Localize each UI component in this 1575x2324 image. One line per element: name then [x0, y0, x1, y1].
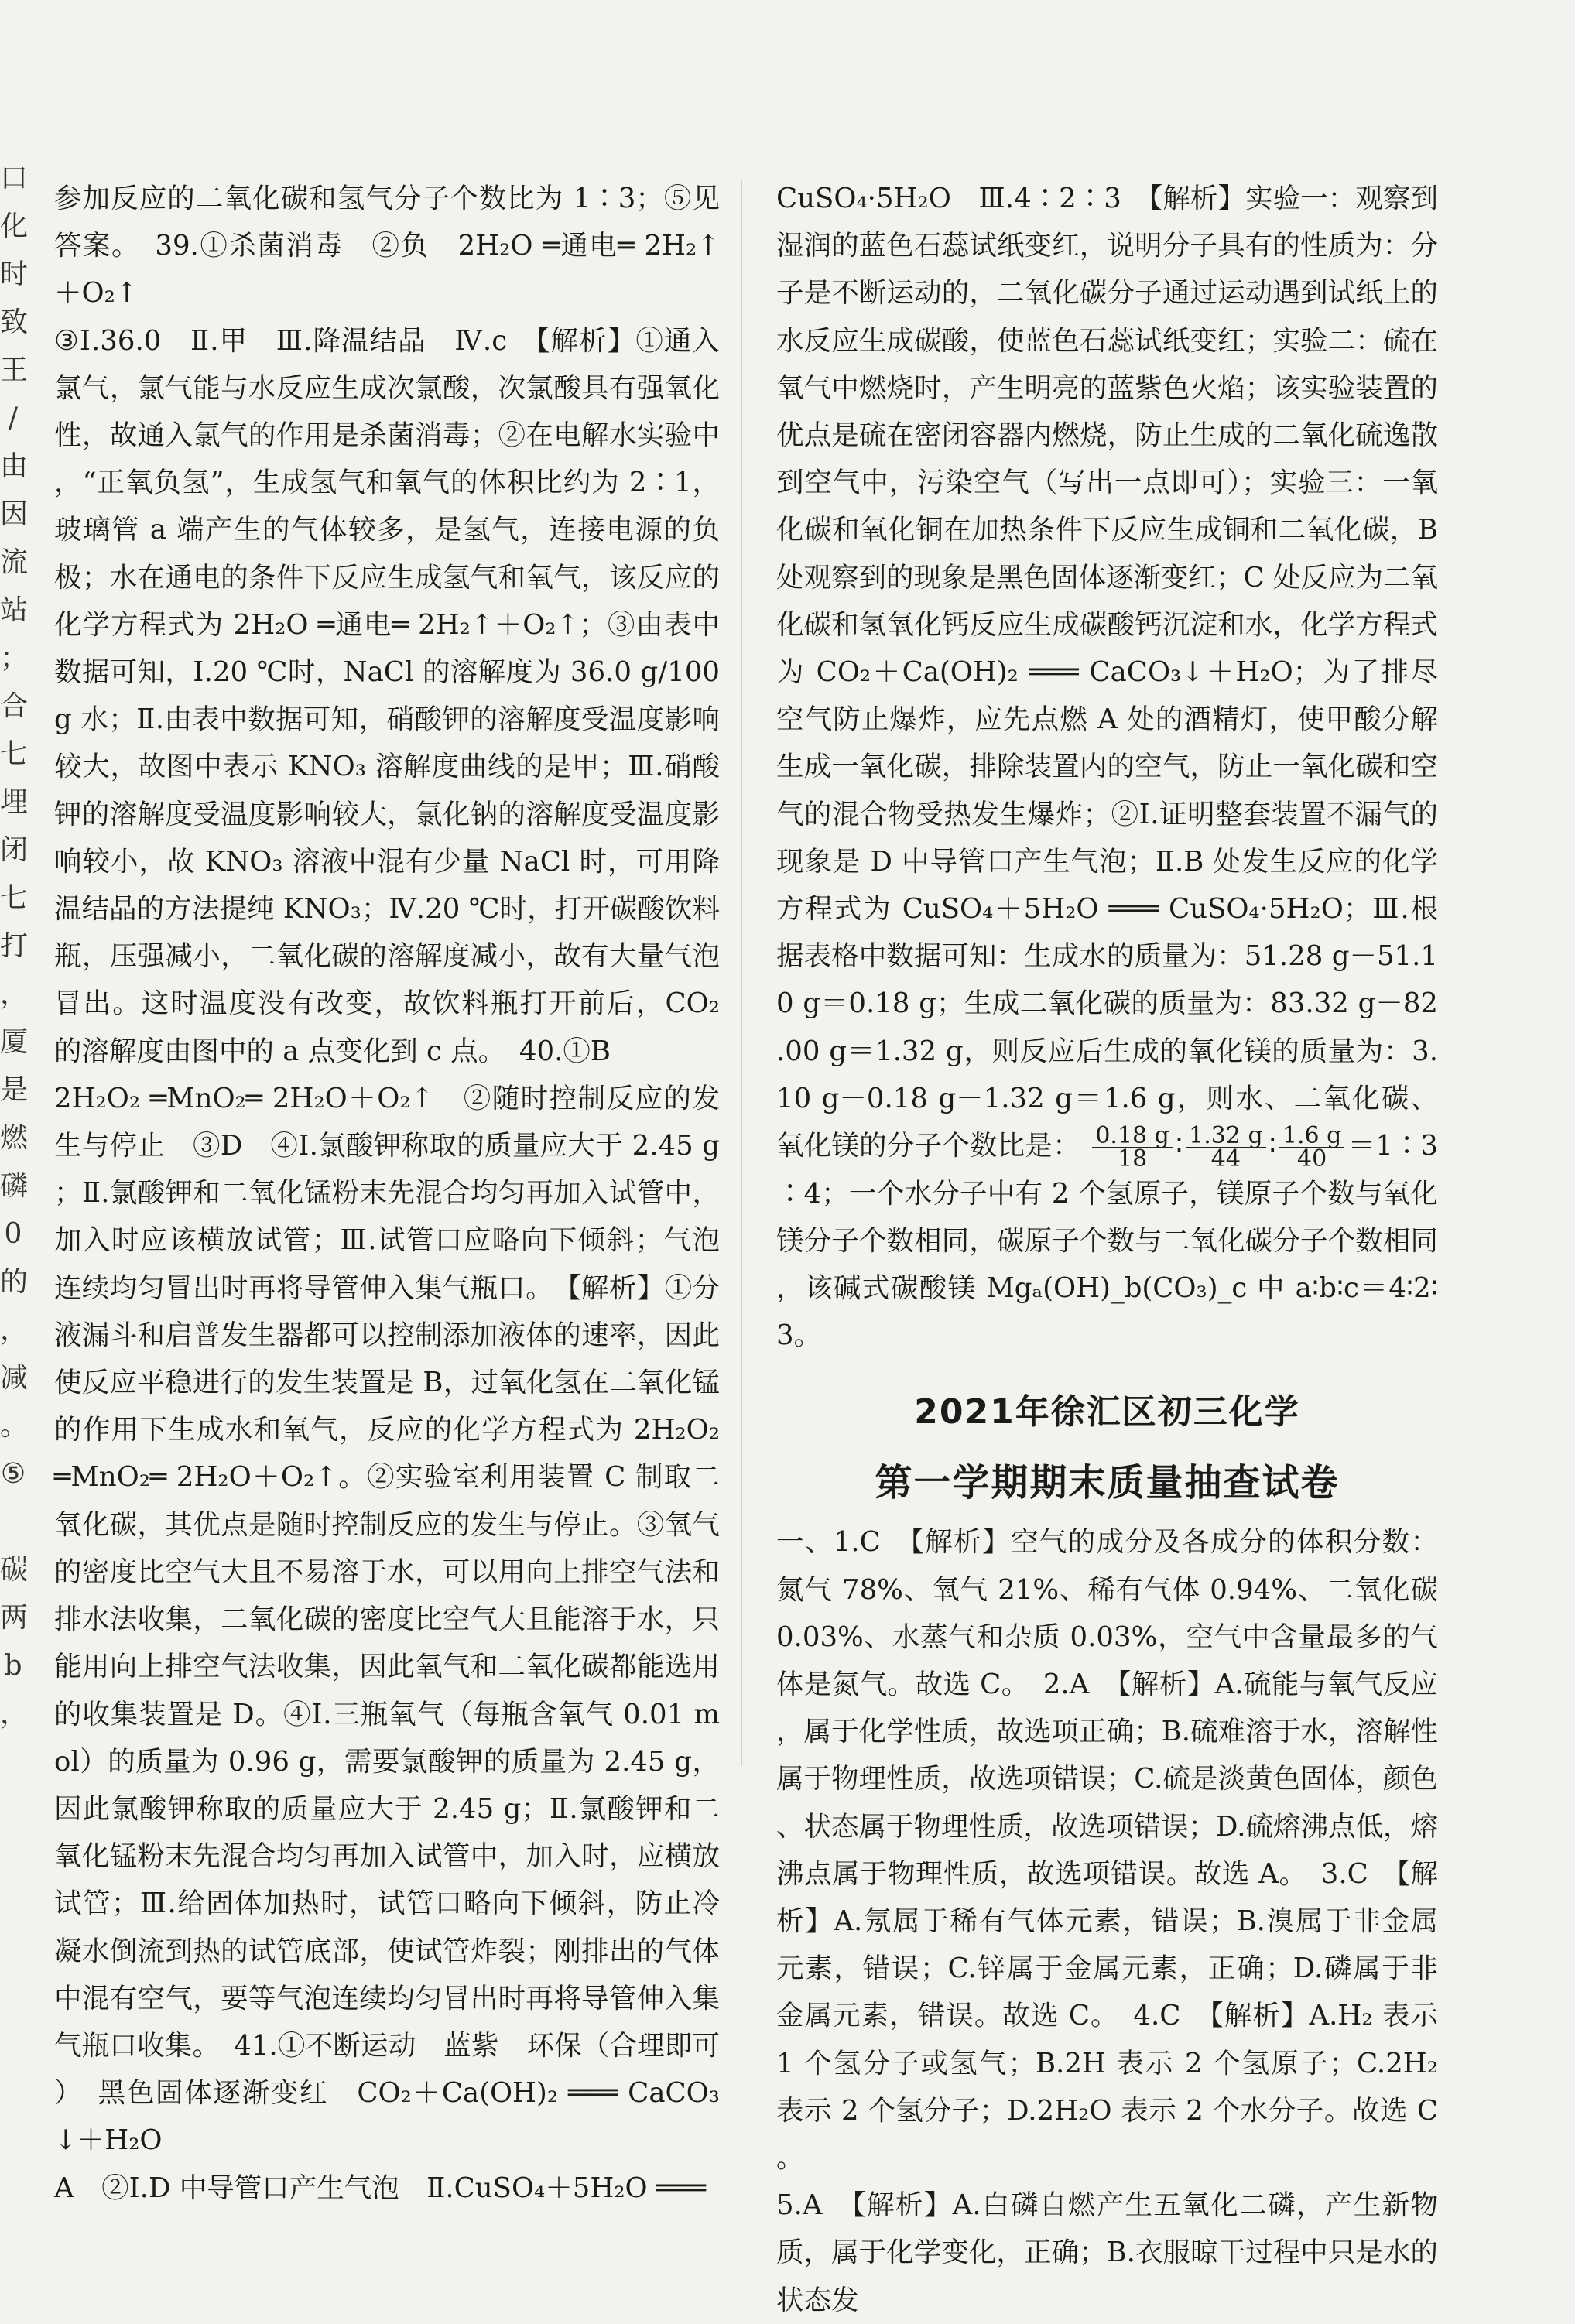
edge-char: 七 — [0, 738, 29, 770]
edge-char: 闭 — [0, 834, 29, 866]
edge-char: 。 — [0, 1410, 29, 1442]
edge-char: 王 — [0, 354, 29, 386]
left-paragraph-3: 2H₂O₂ ═MnO₂═ 2H₂O＋O₂↑ ②随时控制反应的发生与停止 ③D ④Ⅰ.氯酸钾称取的质量应大于 2.45 g；Ⅱ.氯酸钾和二氧化锰粉末先混合均匀再加入试管中，加入时应该横放试管；Ⅲ.试管口应略向下倾斜；气泡连续均匀冒出时再将导管伸入集气瓶口。 【解析】①分液漏斗和启普发生器都可以控制添加液体的速率，因此使反应平稳进行的发生装置是 B，过氧化氢在二氧化锰的作用下生成水和氧气，反应的化学方程式为 2H₂O₂ ═MnO₂═ 2H₂O＋O₂↑。②实验室利用装置 C 制取二氧化碳，其优点是随时控制反应的发生与停止。③氧气的密度比空气大且不易溶于水，可以用向上排空气法和排水法收集，二氧化碳的密度比空气大且能溶于水，只能用向上排空气法收集，因此氧气和二氧化碳都能选用的收集装置是 D。④Ⅰ.三瓶氧气（每瓶含氧气 0.01 mol）的质量为 0.96 g，需要氯酸钾的质量为 2.45 g，因此氯酸钾称取的质量应大于 2.45 g；Ⅱ.氯酸钾和二氧化锰粉末先混合均匀再加入试管中，加入时，应横放试管；Ⅲ.给固体加热时，试管口略向下倾斜，防止冷凝水倒流到热的试管底部，使试管炸裂；刚排出的气体中混有空气，要等气泡连续均匀冒出时再将导管伸入集气瓶口收集。 41.①不断运动 蓝紫 环保（合理即可） 黑色固体逐渐变红 CO₂＋Ca(OH)₂ ═══ CaCO₃↓＋H₂O — [54, 1082, 720, 2157]
edge-char: 埋 — [0, 786, 29, 818]
exam-title-line-2: 第一学期期末质量抽查试卷 — [875, 1461, 1340, 1505]
edge-char: ， — [0, 1698, 29, 1730]
edge-char: 磷 — [0, 1170, 29, 1202]
edge-char: 致 — [0, 306, 29, 338]
edge-char — [0, 1498, 26, 1546]
edge-char: ； — [0, 642, 29, 674]
edge-char: 由 — [0, 450, 29, 482]
edge-char: 化 — [0, 210, 29, 242]
edge-char: b — [4, 1650, 22, 1682]
edge-char: 七 — [0, 882, 29, 914]
right-text-column — [776, 175, 1438, 2324]
edge-char: 0 — [4, 1218, 22, 1250]
edge-char: 是 — [0, 1074, 29, 1106]
fraction-magnesium-oxide: $\frac{1.6 g}{40}$ — [1279, 1125, 1344, 1170]
right-paragraph-1-tail: ＝1∶3∶4；一个水分子中有 2 个氢原子，镁原子个数与氧化镁分子个数相同，碳原子个数与二氧化碳分子个数相同，该碱式碳酸镁 Mgₐ(OH)_b(CO₃)_c 中 a∶b∶c＝4∶2∶3。 — [776, 1130, 1438, 1352]
left-paragraph-1: 参加反应的二氧化碳和氢气分子个数比为 1∶3；⑤见答案。 39.①杀菌消毒 ②负 2H₂O ═通电═ 2H₂↑＋O₂↑ — [54, 183, 720, 310]
right-paragraph-3: 5.A 【解析】A.白磷自燃产生五氧化二磷，产生新物质，属于化学变化，正确；B.衣服晾干过程中只是水的状态发 — [776, 2189, 1438, 2316]
edge-char: 燃 — [0, 1122, 29, 1154]
edge-char: 打 — [0, 930, 29, 962]
edge-char: 因 — [0, 498, 29, 530]
left-paragraph-2: ③Ⅰ.36.0 Ⅱ.甲 Ⅲ.降温结晶 Ⅳ.c 【解析】①通入氯气，氯气能与水反应生成次氯酸，次氯酸具有强氧化性，故通入氯气的作用是杀菌消毒；②在电解水实验中，“正氧负氢”，生成氢气和氧气的体积比约为 2∶1，玻璃管 a 端产生的气体较多，是氢气，连接电源的负极；水在通电的条件下反应生成氢气和氧气，该反应的化学方程式为 2H₂O ═通电═ 2H₂↑＋O₂↑；③由表中数据可知，Ⅰ.20 ℃时，NaCl 的溶解度为 36.0 g/100 g 水；Ⅱ.由表中数据可知，硝酸钾的溶解度受温度影响较大，故图中表示 KNO₃ 溶解度曲线的是甲；Ⅲ.硝酸钾的溶解度受温度影响较大，氯化钠的溶解度受温度影响较小，故 KNO₃ 溶液中混有少量 NaCl 时，可用降温结晶的方法提纯 KNO₃；Ⅳ.20 ℃时，打开碳酸饮料瓶，压强减小，二氧化碳的溶解度减小，故有大量气泡冒出。这时温度没有改变，故饮料瓶打开前后，CO₂ 的溶解度由图中的 a 点变化到 c 点。 40.①B — [54, 324, 720, 1067]
right-paragraph-1-text: CuSO₄·5H₂O Ⅲ.4∶2∶3 【解析】实验一：观察到湿润的蓝色石蕊试纸变红，说明分子具有的性质为：分子是不断运动的，二氧化碳分子通过运动遇到试纸上的水反应生成碳酸，使蓝色石蕊试纸变红；实验二：硫在氧气中燃烧时，产生明亮的蓝紫色火焰；该实验装置的优点是硫在密闭容器内燃烧，防止生成的二氧化硫逸散到空气中，污染空气（写出一点即可）；实验三：一氧化碳和氧化铜在加热条件下反应生成铜和二氧化碳，B 处观察到的现象是黑色固体逐渐变红；C 处反应为二氧化碳和氢氧化钙反应生成碳酸钙沉淀和水，化学方程式为 CO₂＋Ca(OH)₂ ═══ CaCO₃↓＋H₂O；为了排尽空气防止爆炸，应先点燃 A 处的酒精灯，使甲酸分解生成一氧化碳，排除装置内的空气，防止一氧化碳和空气的混合物受热发生爆炸；②Ⅰ.证明整套装置不漏气的现象是 D 中导管口产生气泡；Ⅱ.B 处发生反应的化学方程式为 CuSO₄＋5H₂O ═══ CuSO₄·5H₂O；Ⅲ.根据表格中数据可知：生成水的质量为：51.28 g－51.10 g＝0.18 g；生成二氧化碳的质量为：83.32 g－82.00 g＝1.32 g，则反应后生成的氧化镁的质量为：3.10 g－0.18 g－1.32 g＝1.6 g，则水、二氧化碳、氧化镁的分子个数比是： — [776, 183, 1438, 1162]
edge-char: 的 — [0, 1266, 29, 1298]
edge-char: / — [8, 402, 19, 434]
edge-char: 合 — [0, 690, 29, 722]
left-paragraph-4: A ②Ⅰ.D 中导管口产生气泡 Ⅱ.CuSO₄＋5H₂O ═══ — [54, 2172, 707, 2204]
left-text-column — [54, 175, 720, 2212]
right-paragraph-2: 一、1.C 【解析】空气的成分及各成分的体积分数：氮气 78%、氧气 21%、稀有气体 0.94%、二氧化碳 0.03%、水蒸气和杂质 0.03%，空气中含量最多的气体是氮气。故选 C。 2.A 【解析】A.硫能与氧气反应，属于化学性质，故选项正确；B.硫难溶于水，溶解性属于物理性质，故选项错误；C.硫是淡黄色固体，颜色、状态属于物理性质，故选项错误；D.硫熔沸点低，熔沸点属于物理性质，故选项错误。故选 A。 3.C 【解析】A.氖属于稀有气体元素，错误；B.溴属于非金属元素，错误；C.锌属于金属元素，正确；D.磷属于非金属元素，错误。故选 C。 4.C 【解析】A.H₂ 表示 1 个氢分子或氢气；B.2H 表示 2 个氢原子；C.2H₂ 表示 2 个氢分子；D.2H₂O 表示 2 个水分子。故选 C。 — [776, 1526, 1438, 2175]
fraction-carbon-dioxide: $\frac{1.32 g}{44}$ — [1186, 1125, 1266, 1170]
edge-char: 碳 — [0, 1554, 29, 1586]
fraction-water: $\frac{0.18 g}{18}$ — [1092, 1125, 1173, 1170]
edge-char: 站 — [0, 594, 29, 626]
edge-char: ， — [0, 1314, 29, 1346]
edge-char: 流 — [0, 546, 29, 578]
column-divider — [741, 180, 742, 1766]
edge-char: ⑤ — [0, 1458, 26, 1490]
edge-char: 厦 — [0, 1026, 29, 1058]
right-paragraph-1: CuSO₄·5H₂O Ⅲ.4∶2∶3 【解析】实验一：观察到湿润的蓝色石蕊试纸变红，说明分子具有的性质为：分子是不断运动的，二氧化碳分子通过运动遇到试纸上的水反应生成碳酸，使蓝色石蕊试纸变红；实验二：硫在氧气中燃烧时，产生明亮的蓝紫色火焰；该实验装置的优点是硫在密闭容器内燃烧，防止生成的二氧化硫逸散到空气中，污染空气（写出一点即可）；实验三：一氧化碳和氧化铜在加热条件下反应生成铜和二氧化碳，B 处观察到的现象是黑色固体逐渐变红；C 处反应为二氧化碳和氢氧化钙反应生成碳酸钙沉淀和水，化学方程式为 CO₂＋Ca(OH)₂ ═══ CaCO₃↓＋H₂O；为了排尽空气防止爆炸，应先点燃 A 处的酒精灯，使甲酸分解生成一氧化碳，排除装置内的空气，防止一氧化碳和空气的混合物受热发生爆炸；②Ⅰ.证明整套装置不漏气的现象是 D 中导管口产生气泡；Ⅱ.B 处发生反应的化学方程式为 CuSO₄＋5H₂O ═══ CuSO₄·5H₂O；Ⅲ.根据表格中数据可知：生成水的质量为：51.28 g－51.10 g＝0.18 g；生成二氧化碳的质量为：83.32 g－82.00 g＝1.32 g，则反应后生成的氧化镁的质量为：3.10 g－0.18 g－1.32 g＝1.6 g，则水、二氧化碳、氧化镁的分子个数比是： $\frac{0.18 g}{18}$ ∶ $\frac{1.32 g}{44}$ ∶ $\frac{1.6 g}{40}$ ＝1∶3∶4；一个水分子中有 2 个氢原子，镁原子个数与氧化镁分子个数相同，碳原子个数与二氧化碳分子个数相同，该碱式碳酸镁 Mgₐ(OH)_b(CO₃)_c 中 a∶b∶c＝4∶2∶3。 — [776, 183, 1438, 1352]
edge-char: 两 — [0, 1602, 29, 1634]
left-edge-cut-text — [0, 155, 31, 1730]
exam-title-line-1: 2021年徐汇区初三化学 — [914, 1392, 1300, 1432]
edge-char: ， — [0, 978, 29, 1010]
edge-char: 减 — [0, 1362, 29, 1394]
edge-char: 时 — [0, 258, 29, 290]
edge-char: 口 — [0, 163, 29, 194]
